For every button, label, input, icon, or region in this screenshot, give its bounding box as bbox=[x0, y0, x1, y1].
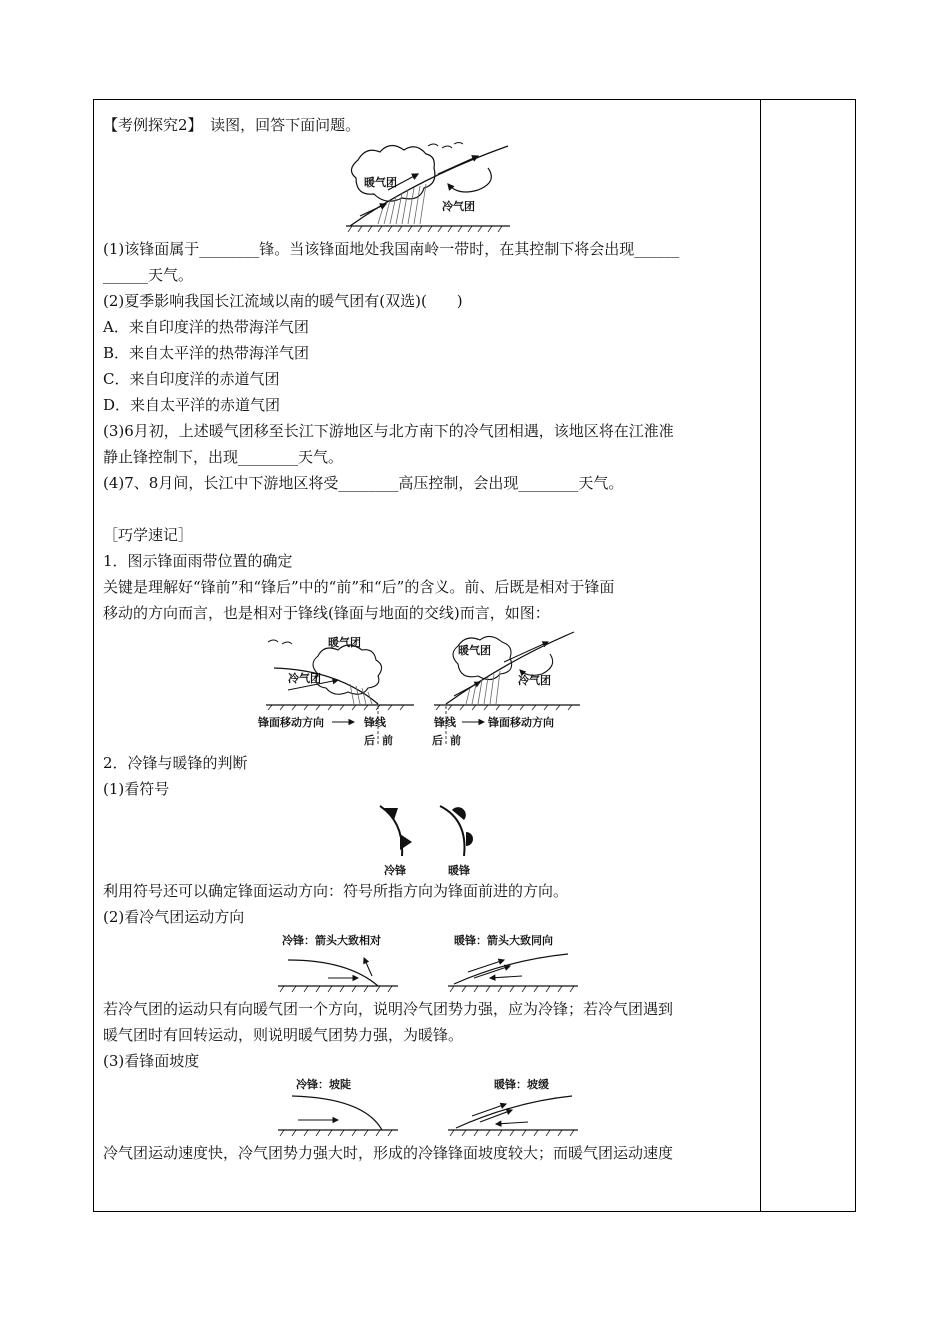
fig2-move-label-right: 锋面移动方向 bbox=[488, 716, 554, 729]
warm-front-figure bbox=[338, 138, 518, 236]
warm-front-symbol-label: 暖锋 bbox=[448, 864, 470, 877]
fig2-front-label-left: 前 bbox=[382, 734, 393, 747]
fig2-back-label-right: 后 bbox=[432, 734, 443, 747]
main-cell bbox=[103, 112, 753, 1166]
section-1-title: 1．图示锋面雨带位置的确定 bbox=[103, 552, 293, 570]
symbol-explanation: 利用符号还可以确定锋面运动方向：符号所指方向为锋面前进的方向。 bbox=[103, 882, 569, 900]
q1-line-b: ______天气。 bbox=[103, 266, 194, 284]
fig2-line-label-left: 锋线 bbox=[364, 716, 386, 729]
front-symbols-figure bbox=[328, 802, 528, 878]
front-slope-figure bbox=[268, 1074, 588, 1140]
q1-line-a: (1)该锋面属于________锋。当该锋面地处我国南岭一带时，在其控制下将会出现______ bbox=[103, 240, 680, 258]
question-intro: 读图，回答下面问题。 bbox=[210, 116, 361, 134]
blank-line bbox=[103, 496, 753, 522]
section-2-2-title: (2)看冷气团运动方向 bbox=[103, 908, 245, 926]
fig2-move-label-left: 锋面移动方向 bbox=[258, 716, 324, 729]
fig2-warm-label-right: 暖气团 bbox=[458, 644, 491, 657]
section-2-3-title: (3)看锋面坡度 bbox=[103, 1052, 200, 1070]
tips-heading: ［巧学速记］ bbox=[103, 526, 194, 544]
option-c: C．来自印度洋的赤道气团 bbox=[103, 370, 280, 388]
direction-explanation-b: 暖气团时有回转运动，则说明暖气团势力强，为暖锋。 bbox=[103, 1026, 464, 1044]
figure-label-warm: 暖气团 bbox=[364, 176, 397, 189]
fig2-cold-label-left: 冷气团 bbox=[288, 672, 321, 685]
q2-stem: (2)夏季影响我国长江流域以南的暖气团有(双选)( ) bbox=[103, 292, 463, 310]
table-column-divider bbox=[760, 99, 761, 1212]
q4-line: (4)7、8月间，长江中下游地区将受________高压控制，会出现________天气。 bbox=[103, 474, 624, 492]
slope-explanation: 冷气团运动速度快，冷气团势力强大时，形成的冷锋锋面坡度较大；而暖气团运动速度 bbox=[103, 1144, 674, 1162]
question-title: 【考例探究2】 bbox=[103, 116, 196, 134]
caption-warm-direction: 暖锋：箭头大致同向 bbox=[454, 934, 553, 947]
option-d: D．来自太平洋的赤道气团 bbox=[103, 396, 281, 414]
question-heading bbox=[103, 112, 753, 138]
section-2-1-title: (1)看符号 bbox=[103, 780, 170, 798]
section-1-para-a: 关键是理解好“锋前”和“锋后”中的“前”和“后”的含义。前、后既是相对于锋面 bbox=[103, 578, 615, 596]
q3-line-a: (3)6月初，上述暖气团移至长江下游地区与北方南下的冷气团相遇，该地区将在江淮准 bbox=[103, 422, 674, 440]
option-a: A．来自印度洋的热带海洋气团 bbox=[103, 318, 309, 336]
fig2-cold-label-right: 冷气团 bbox=[518, 674, 551, 687]
section-1-para-b: 移动的方向而言，也是相对于锋线(锋面与地面的交线)而言，如图： bbox=[103, 604, 550, 622]
caption-cold-slope: 冷锋：坡陡 bbox=[296, 1078, 351, 1091]
air-mass-direction-figure bbox=[268, 930, 588, 996]
cold-front-symbol-label: 冷锋 bbox=[384, 864, 406, 877]
front-rainbelt-figure bbox=[258, 626, 598, 750]
figure-label-cold: 冷气团 bbox=[442, 200, 475, 213]
option-b: B．来自太平洋的热带海洋气团 bbox=[103, 344, 310, 362]
fig2-line-label-right: 锋线 bbox=[434, 716, 456, 729]
q3-line-b: 静止锋控制下，出现________天气。 bbox=[103, 448, 344, 466]
fig2-warm-label-left: 暖气团 bbox=[328, 636, 361, 649]
caption-warm-slope: 暖锋：坡缓 bbox=[494, 1078, 549, 1091]
caption-cold-direction: 冷锋：箭头大致相对 bbox=[282, 934, 381, 947]
fig2-front-label-right: 前 bbox=[450, 734, 461, 747]
direction-explanation-a: 若冷气团的运动只有向暖气团一个方向，说明冷气团势力强，应为冷锋；若冷气团遇到 bbox=[103, 1000, 674, 1018]
fig2-back-label-left: 后 bbox=[364, 734, 375, 747]
section-2-title: 2．冷锋与暖锋的判断 bbox=[103, 754, 248, 772]
